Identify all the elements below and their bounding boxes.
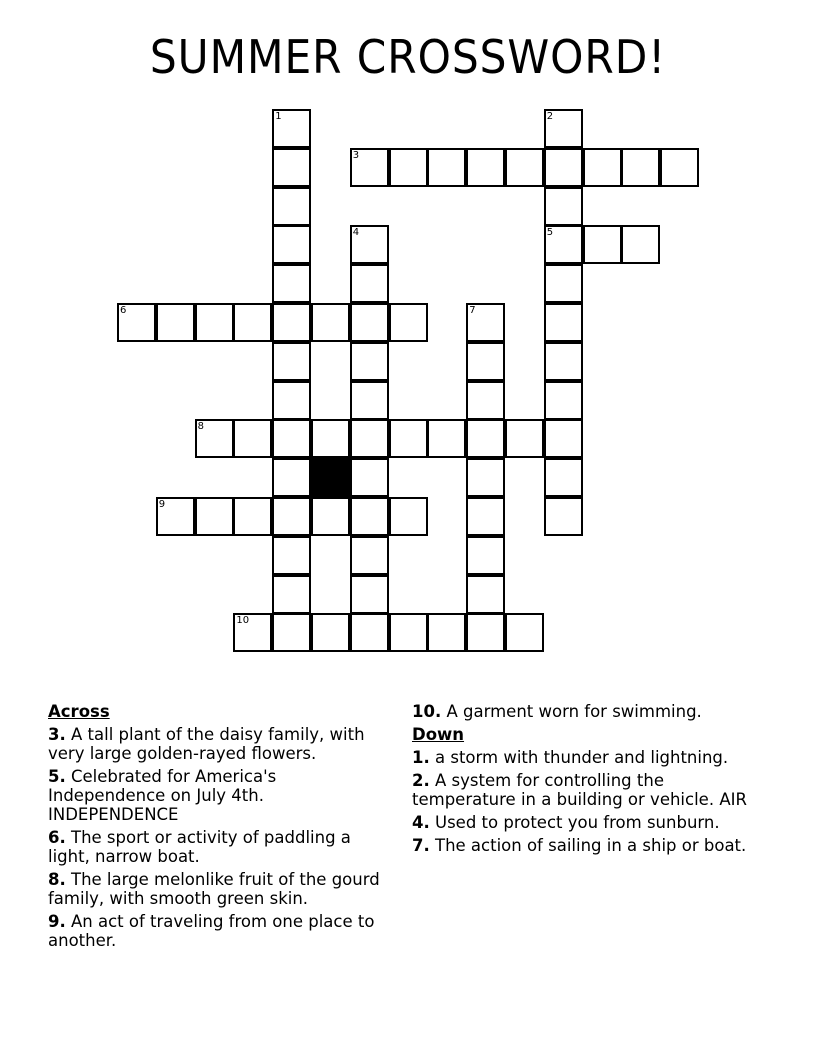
crossword-cell[interactable] — [544, 187, 583, 226]
down-clue: 1. a storm with thunder and lightning. — [412, 748, 729, 767]
crossword-cell[interactable] — [117, 303, 156, 342]
clue-number: 2 — [546, 111, 554, 122]
across-clue: 5. Celebrated for America's Independence on July 4th. INDEPENDENCE — [48, 767, 277, 824]
crossword-cell[interactable] — [544, 381, 583, 420]
crossword-cell[interactable] — [311, 303, 350, 342]
crossword-cell[interactable] — [350, 264, 389, 303]
crossword-cell[interactable] — [195, 497, 234, 536]
crossword-cell[interactable] — [272, 187, 311, 226]
clue-number: 9 — [158, 499, 166, 510]
crossword-cell[interactable] — [544, 419, 583, 458]
crossword-cell[interactable] — [621, 225, 660, 264]
crossword-cell[interactable] — [272, 381, 311, 420]
crossword-cell[interactable] — [272, 458, 311, 497]
crossword-cell[interactable] — [350, 303, 389, 342]
crossword-cell[interactable] — [311, 419, 350, 458]
crossword-cell[interactable] — [427, 148, 466, 187]
crossword-cell[interactable] — [427, 613, 466, 652]
crossword-cell[interactable] — [544, 148, 583, 187]
clue-number: 10 — [236, 615, 250, 626]
crossword-cell[interactable] — [272, 342, 311, 381]
clue-number: 6 — [120, 305, 127, 316]
crossword-cell[interactable] — [156, 497, 195, 536]
crossword-cell[interactable] — [350, 225, 389, 264]
crossword-cell[interactable] — [350, 575, 389, 614]
clue-number: 7 — [469, 305, 476, 316]
crossword-cell[interactable] — [311, 613, 350, 652]
crossword-cell[interactable] — [195, 303, 234, 342]
crossword-cell[interactable] — [311, 497, 350, 536]
crossword-cell[interactable] — [544, 458, 583, 497]
down-clue: 4. Used to protect you from sunburn. — [412, 813, 720, 832]
crossword-cell[interactable] — [272, 419, 311, 458]
crossword-cell[interactable] — [233, 303, 272, 342]
crossword-cell[interactable] — [544, 303, 583, 342]
clues-column-left — [48, 702, 393, 954]
crossword-cell[interactable] — [466, 536, 505, 575]
crossword-cell[interactable] — [583, 148, 622, 187]
crossword-cell[interactable] — [505, 613, 544, 652]
crossword-cell[interactable] — [350, 497, 389, 536]
crossword-cell[interactable] — [466, 575, 505, 614]
crossword-cell[interactable] — [156, 303, 195, 342]
crossword-cell[interactable] — [466, 419, 505, 458]
crossword-cell[interactable] — [350, 381, 389, 420]
clues-column-right — [412, 702, 762, 859]
clue-number: 5 — [546, 227, 554, 239]
clue-number: 1 — [275, 111, 282, 122]
black-square — [311, 458, 350, 497]
crossword-cell[interactable] — [583, 225, 622, 264]
across-clue: 8. The large melonlike fruit of the gourd family, with smooth green skin. — [48, 870, 380, 908]
crossword-cell[interactable] — [466, 613, 505, 652]
down-clue: 7. The action of sailing in a ship or boat. — [412, 836, 747, 855]
page-title: SUMMER CROSSWORD! — [149, 30, 667, 84]
clue-number: 4 — [352, 227, 360, 239]
crossword-cell[interactable] — [350, 342, 389, 381]
crossword-cell[interactable] — [350, 419, 389, 458]
crossword-cell[interactable] — [544, 497, 583, 536]
crossword-cell[interactable] — [466, 458, 505, 497]
across-clue: 6. The sport or activity of paddling a light, narrow boat. — [48, 828, 351, 866]
crossword-cell[interactable] — [233, 613, 272, 652]
crossword-cell[interactable] — [544, 225, 583, 264]
down-clue: 2. A system for controlling the temperature in a building or vehicle. AIR — [412, 771, 747, 809]
clue-number: 3 — [352, 149, 360, 161]
crossword-cell[interactable] — [233, 419, 272, 458]
crossword-cell[interactable] — [272, 148, 311, 187]
crossword-cell[interactable] — [350, 536, 389, 575]
across-clue: 10. A garment worn for swimming. — [412, 702, 702, 721]
across-clue: 9. An act of traveling from one place to another. — [48, 912, 375, 950]
crossword-cell[interactable] — [389, 613, 428, 652]
crossword-cell[interactable] — [272, 497, 311, 536]
crossword-cell[interactable] — [466, 381, 505, 420]
clue-number: 8 — [197, 421, 204, 433]
crossword-cell[interactable] — [350, 458, 389, 497]
crossword-cell[interactable] — [389, 148, 428, 187]
crossword-cell[interactable] — [389, 497, 428, 536]
crossword-cell[interactable] — [466, 303, 505, 342]
crossword-cell[interactable] — [544, 342, 583, 381]
crossword-cell[interactable] — [233, 497, 272, 536]
crossword-cell[interactable] — [272, 613, 311, 652]
crossword-cell[interactable] — [350, 148, 389, 187]
crossword-cell[interactable] — [621, 148, 660, 187]
across-clue: 3. A tall plant of the daisy family, with very large golden-rayed flowers. — [48, 725, 365, 763]
crossword-cell[interactable] — [272, 264, 311, 303]
crossword-cell[interactable] — [272, 536, 311, 575]
crossword-cell[interactable] — [466, 497, 505, 536]
crossword-cell[interactable] — [505, 419, 544, 458]
crossword-cell[interactable] — [505, 148, 544, 187]
crossword-cell[interactable] — [389, 419, 428, 458]
down-heading: Down — [412, 725, 465, 744]
across-heading: Across — [48, 702, 110, 721]
crossword-cell[interactable] — [389, 303, 428, 342]
crossword-cell[interactable] — [272, 575, 311, 614]
crossword-cell[interactable] — [544, 109, 583, 148]
crossword-cell[interactable] — [466, 342, 505, 381]
crossword-cell[interactable] — [272, 303, 311, 342]
crossword-cell[interactable] — [466, 148, 505, 187]
crossword-cell[interactable] — [195, 419, 234, 458]
crossword-cell[interactable] — [272, 109, 311, 148]
crossword-cell[interactable] — [544, 264, 583, 303]
crossword-cell[interactable] — [350, 613, 389, 652]
crossword-cell[interactable] — [427, 419, 466, 458]
crossword-cell[interactable] — [660, 148, 699, 187]
crossword-cell[interactable] — [272, 225, 311, 264]
